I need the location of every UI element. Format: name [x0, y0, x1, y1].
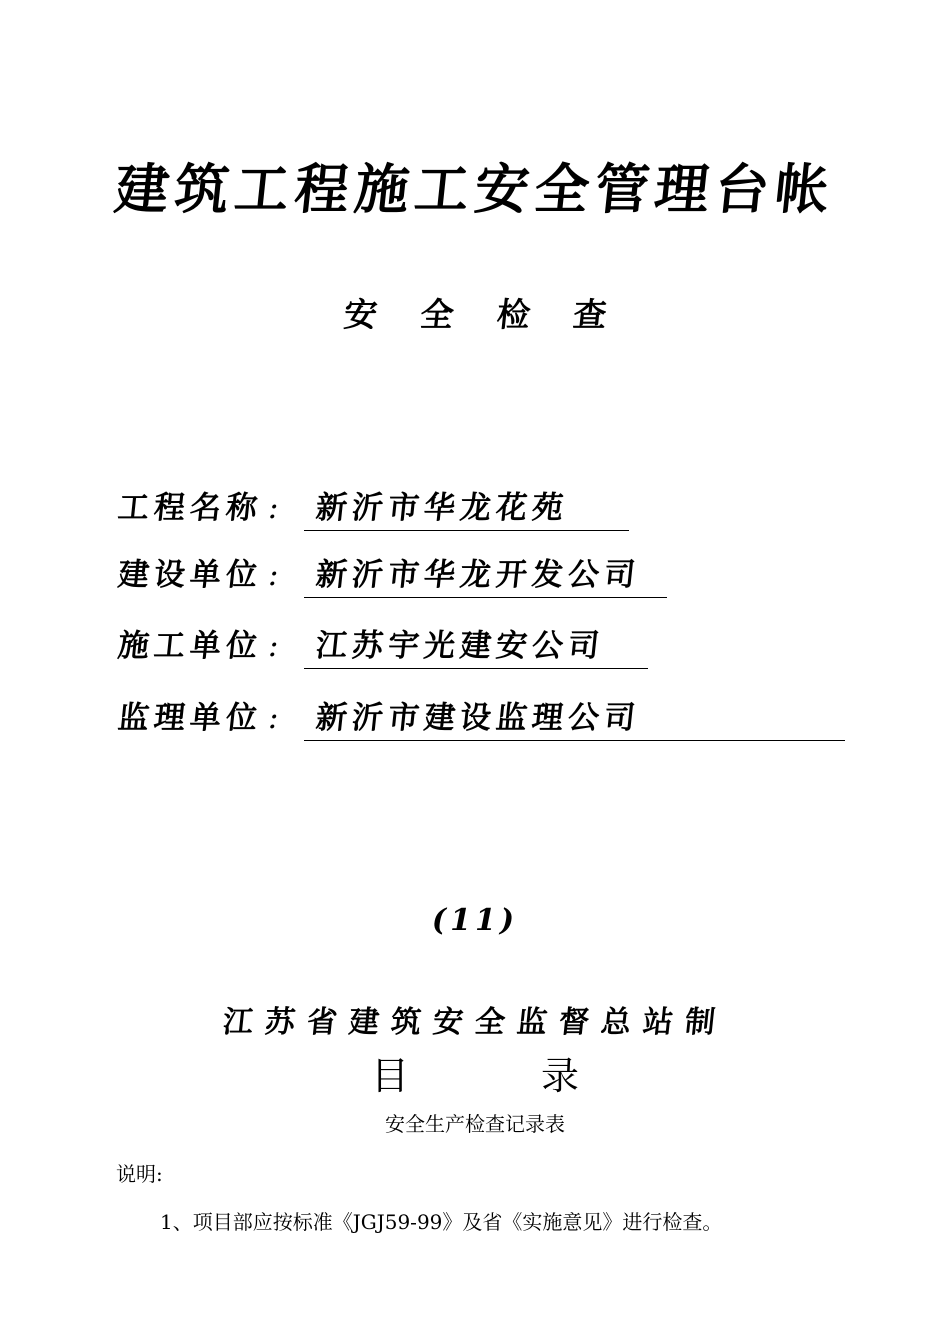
info-row-project-name: [118, 486, 638, 530]
info-colon: :: [268, 628, 284, 664]
publisher: 江苏省建筑安全监督总站制: [221, 1005, 729, 1040]
toc-item: 安全生产检查记录表: [385, 1112, 565, 1136]
info-label: 工程名称: [116, 490, 264, 526]
info-colon: :: [268, 490, 284, 526]
info-value: 新沂市建设监理公司: [314, 700, 642, 736]
info-row-contractor: [118, 624, 658, 668]
info-row-developer: [118, 553, 678, 597]
info-label: 建设单位: [116, 557, 264, 593]
underline: [304, 597, 667, 598]
underline: [304, 530, 629, 531]
info-value: 新沂市华龙花苑: [314, 490, 570, 526]
underline: [304, 740, 845, 741]
main-title: 建筑工程施工安全管理台帐: [111, 157, 839, 221]
toc-title: 目 录: [370, 1054, 640, 1098]
info-label: 监理单位: [116, 700, 264, 736]
info-label: 施工单位: [116, 628, 264, 664]
volume-number: (11): [431, 903, 519, 938]
note-label: 说明:: [116, 1162, 163, 1186]
info-colon: :: [268, 700, 284, 736]
sub-title: 安 全 检 查: [342, 295, 625, 334]
note-item: 1、项目部应按标准《JGJ59-99》及省《实施意见》进行检查。: [160, 1210, 723, 1234]
info-row-supervisor: [118, 696, 858, 740]
info-value: 江苏宇光建安公司: [314, 628, 606, 664]
info-colon: :: [268, 557, 284, 593]
info-value: 新沂市华龙开发公司: [314, 557, 642, 593]
underline: [304, 668, 648, 669]
